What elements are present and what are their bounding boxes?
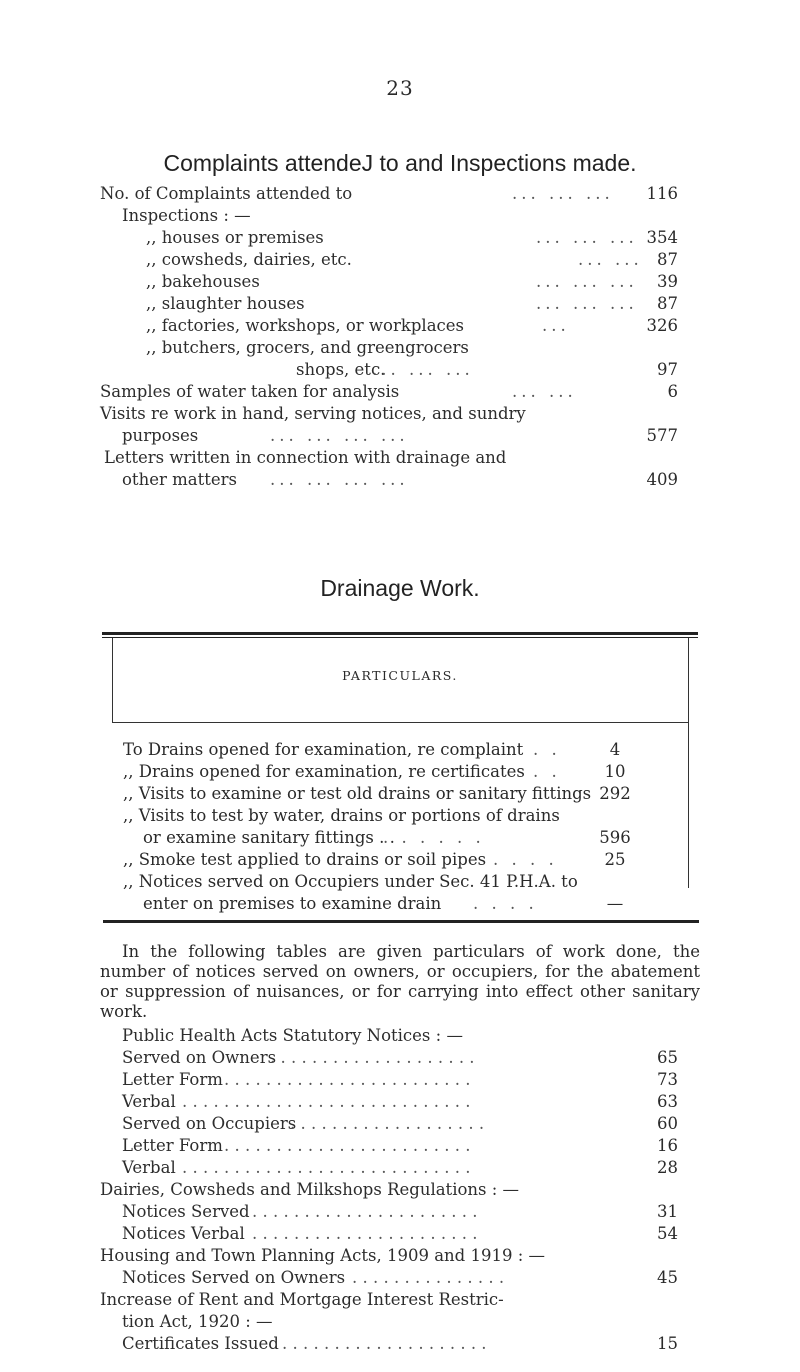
list-item: Letter Form . . . . . . . . . . . . . . . . . . . . . . . .	[122, 1070, 471, 1089]
list-item: Notices Served . . . . . . . . . . . . . . . . . . . . . .	[122, 1202, 478, 1221]
list-item: ,, cowsheds, dairies, etc. ... ...	[146, 250, 643, 269]
list-item: Public Health Acts Statutory Notices : —	[122, 1026, 463, 1045]
drainage-heading: Drainage Work.	[320, 575, 480, 601]
list-item: Notices Verbal . . . . . . . . . . . . . . . . . . . . . .	[122, 1224, 478, 1243]
complaints-value: 326	[646, 316, 678, 335]
list-item: Housing and Town Planning Acts, 1909 and 1919 : —	[100, 1246, 546, 1265]
notices-value: 73	[657, 1070, 678, 1089]
list-item: No. of Complaints attended to ... ... ...	[100, 184, 614, 203]
list-item: Served on Occupiers . . . . . . . . . . . . . . . . . . .	[122, 1114, 485, 1133]
notices-value: 16	[657, 1136, 678, 1155]
table-row: ,, Smoke test applied to drains or soil pipes . . . .	[123, 850, 558, 869]
list-item: Visits re work in hand, serving notices, and sundry	[100, 404, 526, 423]
list-item: Notices Served on Owners . . . . . . . . . . . . . . .	[122, 1268, 505, 1287]
notices-value: 60	[657, 1114, 678, 1133]
notices-value: 31	[657, 1202, 678, 1221]
list-item: other matters ... ... ... ...	[122, 470, 409, 489]
table-rule	[102, 637, 698, 638]
complaints-value: 577	[646, 426, 678, 445]
list-item: tion Act, 1920 : —	[122, 1312, 273, 1331]
list-item: Verbal . . . . . . . . . . . . . . . . . . . . . . . . . . . .	[122, 1092, 471, 1111]
complaints-value: 409	[646, 470, 678, 489]
complaints-value: 116	[646, 184, 678, 203]
table-header: PARTICULARS.	[342, 668, 458, 683]
page-number: 23	[386, 76, 414, 100]
table-value: 292	[599, 784, 631, 803]
notices-value: 45	[657, 1268, 678, 1287]
notices-value: 54	[657, 1224, 678, 1243]
list-item: Letters written in connection with drainage and	[104, 448, 507, 467]
list-item: Inspections : —	[122, 206, 251, 225]
table-rule	[112, 722, 688, 723]
notices-value: 15	[657, 1334, 678, 1353]
table-rule	[688, 638, 689, 888]
list-item: Increase of Rent and Mortgage Interest Restric-	[100, 1290, 504, 1309]
list-item: ,, houses or premises ... ... ...	[146, 228, 638, 247]
intro-paragraph: In the following tables are given particulars of work done, the number of notices served on owners, or occupiers, for the abatement or suppression of nuisances, or for carrying into effect other sanitary work.	[100, 942, 700, 1021]
list-item: Served on Owners . . . . . . . . . . . . . . . . . . . .	[122, 1048, 475, 1067]
table-value: 596	[599, 828, 631, 847]
table-row: or examine sanitary fittings . . . . . . . .	[143, 828, 485, 847]
complaints-value: 6	[667, 382, 678, 401]
list-item: ,, factories, workshops, or workplaces ...	[146, 316, 570, 335]
table-rule	[102, 632, 698, 635]
list-item: Certificates Issued . . . . . . . . . . . . . . . . . . . .	[122, 1334, 487, 1353]
notices-value: 65	[657, 1048, 678, 1067]
complaints-value: 97	[657, 360, 678, 379]
table-value: —	[606, 894, 624, 913]
list-item: Verbal . . . . . . . . . . . . . . . . . . . . . . . . . . . .	[122, 1158, 471, 1177]
table-row: enter on premises to examine drain . . . .	[143, 894, 538, 913]
list-item: shops, etc. ... ... ...	[296, 360, 474, 379]
list-item: ,, bakehouses ... ... ...	[146, 272, 638, 291]
table-value: 4	[609, 740, 621, 759]
list-item: ,, slaughter houses ... ... ...	[146, 294, 638, 313]
list-item: ,, butchers, grocers, and greengrocers	[146, 338, 469, 357]
table-rule	[103, 920, 699, 923]
list-item: Samples of water taken for analysis ... ...	[100, 382, 577, 401]
complaints-heading: Complaints attendeJ to and Inspections made.	[163, 150, 637, 176]
complaints-value: 87	[657, 294, 678, 313]
list-item: purposes ... ... ... ...	[122, 426, 409, 445]
table-row: ,, Visits to examine or test old drains or sanitary fittings	[123, 784, 592, 803]
table-value: 25	[604, 850, 626, 869]
notices-value: 28	[657, 1158, 678, 1177]
complaints-value: 39	[657, 272, 678, 291]
table-row: ,, Drains opened for examination, re certificates . .	[123, 762, 561, 781]
table-row: ,, Visits to test by water, drains or portions of drains	[123, 806, 560, 825]
table-row: To Drains opened for examination, re complaint . .	[123, 740, 561, 759]
notices-value: 63	[657, 1092, 678, 1111]
table-row: ,, Notices served on Occupiers under Sec. 41 P.H.A. to	[123, 872, 578, 891]
table-value: 10	[604, 762, 626, 781]
complaints-value: 87	[657, 250, 678, 269]
complaints-value: 354	[646, 228, 678, 247]
list-item: Dairies, Cowsheds and Milkshops Regulations : —	[100, 1180, 520, 1199]
list-item: Letter Form . . . . . . . . . . . . . . . . . . . . . . . .	[122, 1136, 471, 1155]
